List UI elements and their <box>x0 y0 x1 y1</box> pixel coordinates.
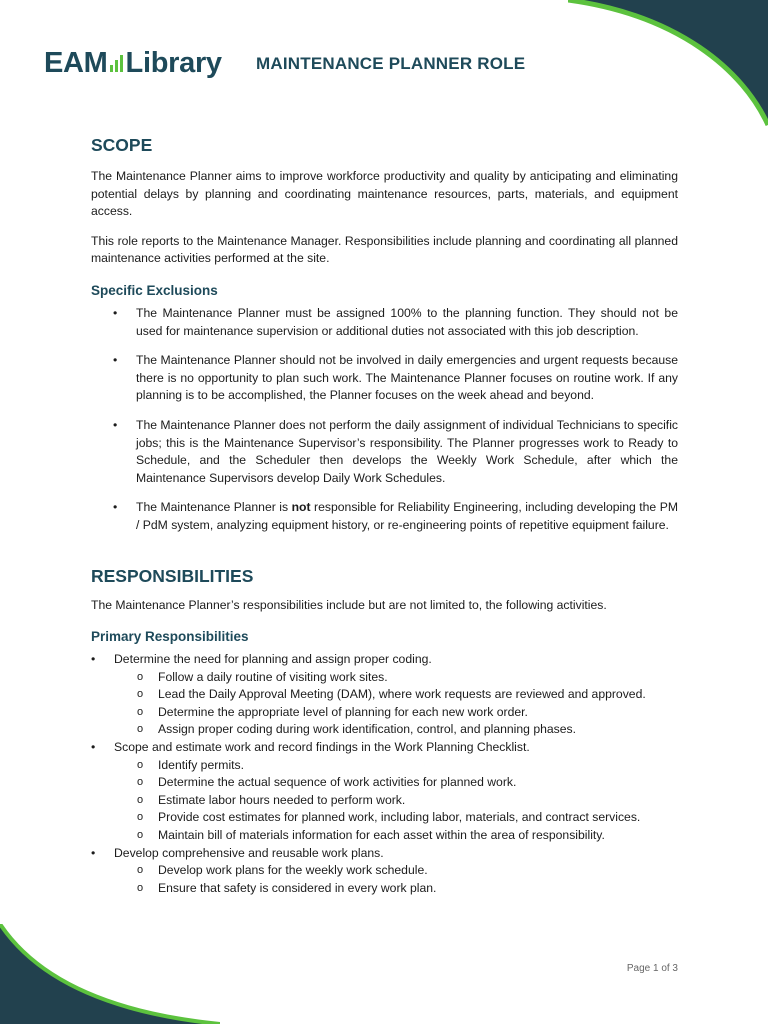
responsibility-text: Determine the need for planning and assign proper coding. <box>114 652 432 667</box>
exclusions-list <box>91 305 678 535</box>
page-number: Page 1 of 3 <box>626 963 678 974</box>
logo-bars-icon <box>110 54 123 72</box>
responsibility-sublist <box>114 669 678 739</box>
sub-item: o Provide cost estimates for planned work, including labor, materials, and contract services. <box>114 809 678 827</box>
corner-swoosh-bottom-left <box>0 924 220 1024</box>
responsibility-sublist <box>114 757 678 845</box>
responsibilities-intro: The Maintenance Planner’s responsibilities include but are not limited to, the following activities. <box>91 597 607 612</box>
document-body <box>91 134 678 897</box>
sub-item: o Determine the appropriate level of planning for each new work order. <box>114 704 678 722</box>
exclusion-item: • The Maintenance Planner should not be involved in daily emergencies and urgent requests because there is no opportunity to plan such work. The Maintenance Planner focuses on routine work. If any planning is to be accomplished, the Planner focuses on the week ahead and beyond. <box>91 352 678 405</box>
sub-item: o Estimate labor hours needed to perform work. <box>114 792 678 810</box>
primary-responsibilities-list <box>91 651 678 897</box>
scope-paragraph-1: The Maintenance Planner aims to improve workforce productivity and quality by anticipating and eliminating potential delays by planning and coordinating maintenance resources, parts, materials, and equipment access. <box>91 169 678 219</box>
sub-item: o Follow a daily routine of visiting work sites. <box>114 669 678 687</box>
sub-item: o Develop work plans for the weekly work schedule. <box>114 862 678 880</box>
scope-heading: SCOPE <box>91 135 153 155</box>
exclusions-heading: Specific Exclusions <box>91 282 218 298</box>
exclusion-item <box>91 499 678 534</box>
sub-item: o Identify permits. <box>114 757 678 775</box>
page-header <box>44 38 526 88</box>
logo-text-library: Library <box>125 46 222 79</box>
responsibility-text: Develop comprehensive and reusable work plans. <box>114 845 384 860</box>
document-title: MAINTENANCE PLANNER ROLE <box>256 54 526 73</box>
exclusion-item: • The Maintenance Planner does not perform the daily assignment of individual Technicians to specific jobs; this is the Maintenance Supervisor’s responsibility. The Planner progresses work to Ready to Schedule, and the Scheduler then develops the Weekly Work Schedule, after which the Maintenance Supervisors develop Daily Work Schedules. <box>91 417 678 487</box>
exclusion-item: • The Maintenance Planner must be assigned 100% to the planning function. They should not be used for maintenance supervision or additional duties not associated with this job description. <box>91 305 678 340</box>
responsibility-item <box>91 739 678 845</box>
primary-responsibilities-heading: Primary Responsibilities <box>91 629 249 645</box>
eam-library-logo <box>44 47 222 80</box>
sub-item: o Lead the Daily Approval Meeting (DAM), where work requests are reviewed and approved. <box>114 686 678 704</box>
sub-item: o Assign proper coding during work identification, control, and planning phases. <box>114 721 678 739</box>
exclusion-text-before: The Maintenance Planner is <box>136 500 292 515</box>
scope-paragraph-2: This role reports to the Maintenance Manager. Responsibilities include planning and coordinating all planned maintenance activities performed at the site. <box>91 233 678 266</box>
responsibility-sublist <box>114 862 678 897</box>
corner-swoosh-top-right <box>568 0 768 130</box>
responsibility-item <box>91 651 678 739</box>
sub-item: o Maintain bill of materials information for each asset within the area of responsibility. <box>114 827 678 845</box>
responsibility-item <box>91 845 678 898</box>
exclusion-text-bold: not <box>291 500 311 515</box>
responsibility-text: Scope and estimate work and record findings in the Work Planning Checklist. <box>114 740 530 755</box>
sub-item: o Determine the actual sequence of work activities for planned work. <box>114 774 678 792</box>
exclusion-text-after: responsible for Reliability Engineering, including developing the PM / PdM system, analyzing equipment history, or re-engineering points of repetitive equipment failure. <box>136 500 678 532</box>
logo-text-eam: EAM <box>44 46 108 79</box>
responsibilities-heading: RESPONSIBILITIES <box>91 565 254 586</box>
sub-item: o Ensure that safety is considered in every work plan. <box>114 880 678 898</box>
